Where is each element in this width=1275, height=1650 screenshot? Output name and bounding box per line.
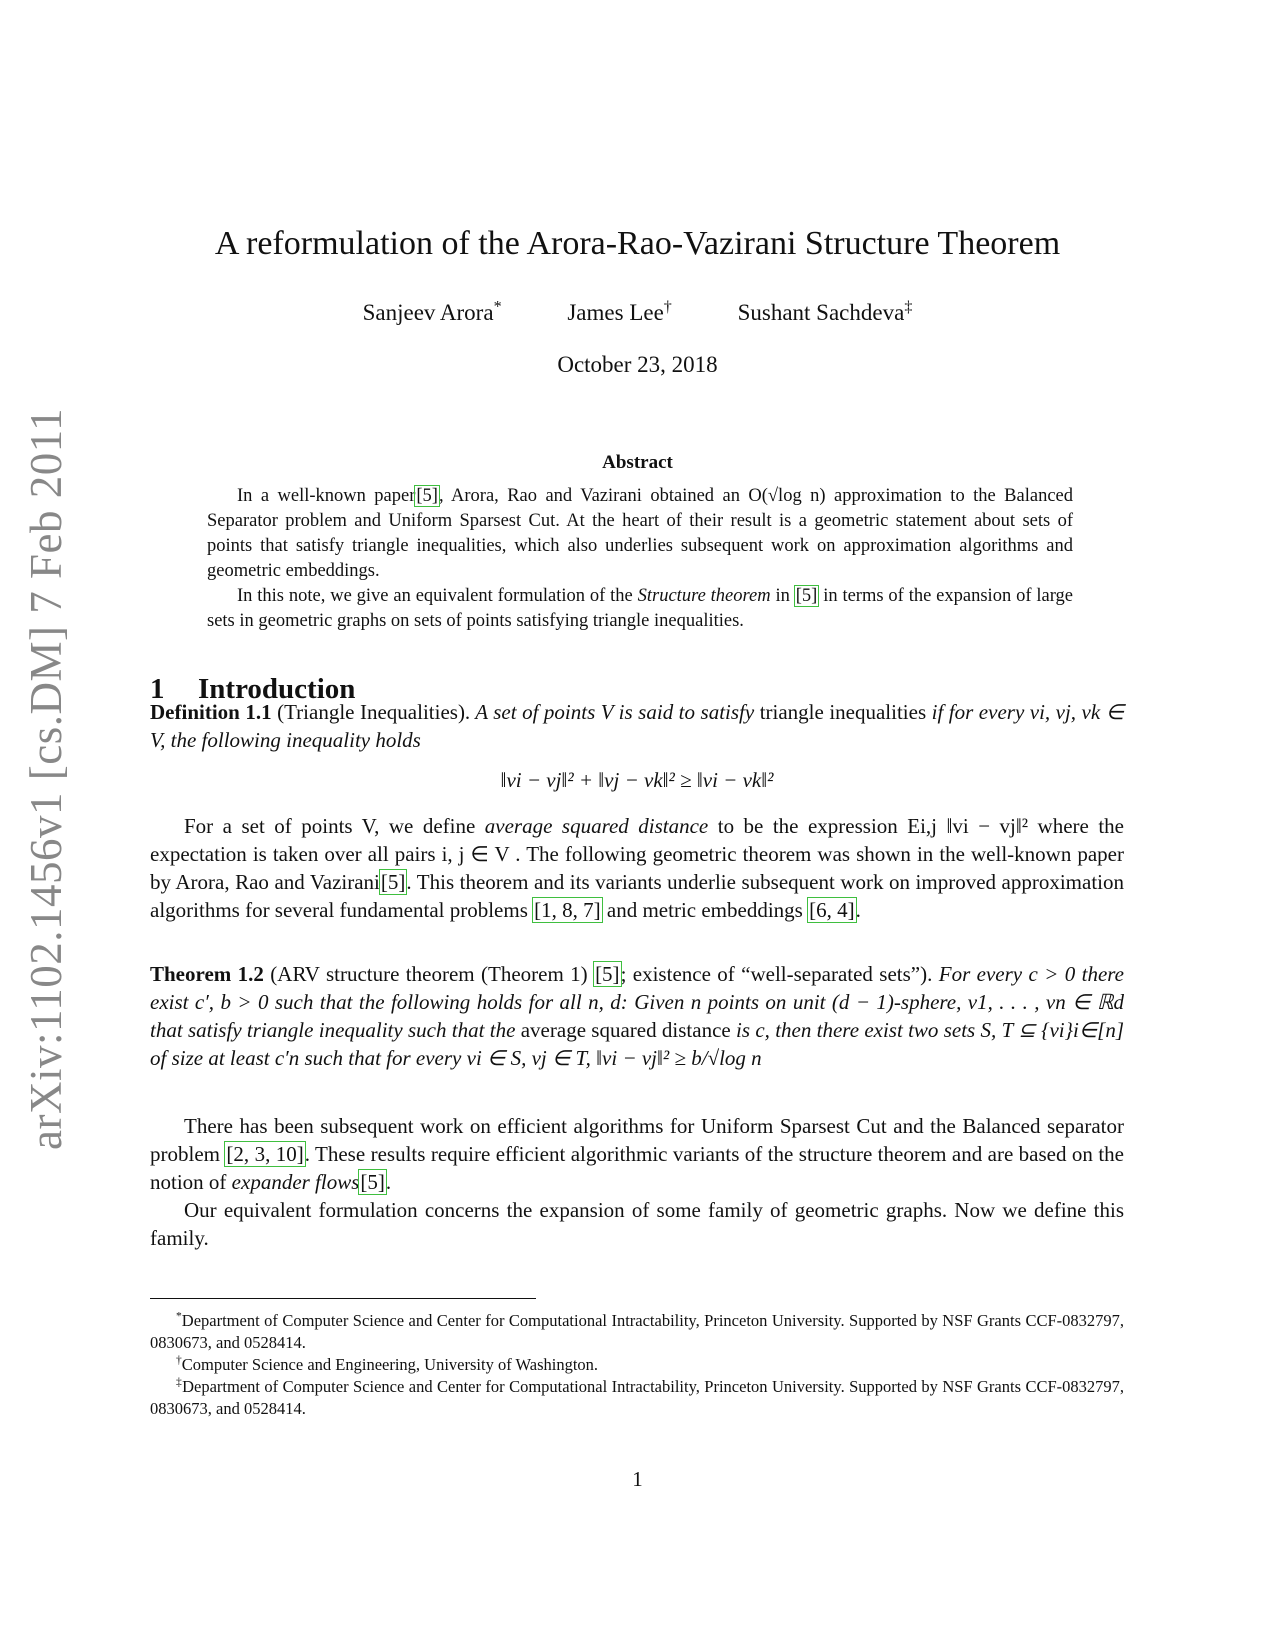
citation-link[interactable]: [5] [360, 1170, 385, 1194]
citation-link[interactable]: [6, 4] [809, 898, 855, 922]
author-arora: Sanjeev Arora* [362, 298, 502, 325]
citation-link[interactable]: [5] [595, 962, 620, 986]
citation-link[interactable]: [5] [380, 870, 406, 894]
definition-block: Definition 1.1 (Triangle Inequalities). A set of points V is said to satisfy triangle inequalities if for every vi, vj, vk ∈ V, the following inequality holds ‖vi − vj‖² + ‖vj − vk‖² ≥ ‖vi − vk‖² [150, 700, 1124, 792]
section-heading: 1 Introduction [150, 673, 356, 705]
abstract-body [207, 484, 1073, 634]
intro-paragraph-1: For a set of points V, we define average squared distance to be the expression Ei,j ‖vi − vj‖² where the expectation is taken over all pairs i, j ∈ V . The following geometric theorem was shown in the well-known paper by Arora, Rao and Vazirani[5]. This theorem and its variants underlie subsequent work on improved approximation algorithms for several fundamental problems [1, 8, 7] and metric embeddings [6, 4]. [150, 814, 1125, 922]
citation-link[interactable]: [2, 3, 10] [226, 1142, 304, 1166]
theorem-block: Theorem 1.2 (ARV structure theorem (Theorem 1) [5]; existence of “well-separated sets”). For every c > 0 there exist c′, b > 0 such that the following holds for all n, d: Given n points on unit (d − 1)-sphere, v1, . . . , vn ∈ ℝd that satisfy triangle inequality such that the average squared distance is c, then there exist two sets S, T ⊆ {vi}i∈[n] of size at least c′n such that for every vi ∈ S, vj ∈ T, ‖vi − vj‖² ≥ b/√log n [150, 962, 1125, 1070]
arxiv-stamp: arXiv:1102.1456v1 [cs.DM] 7 Feb 2011 [21, 407, 71, 1150]
abstract-paragraph-2: In this note, we give an equivalent formulation of the Structure theorem in [5] in terms of the expansion of large sets in geometric graphs on sets of points satisfying triangle inequalities. [207, 586, 1073, 631]
author-lee: James Lee† [567, 298, 672, 325]
footnote-3: ‡Department of Computer Science and Center for Computational Intractability, Princeton University. Supported by NSF Grants CCF-0832797, 0830673, and 0528414. [150, 1376, 1124, 1418]
footnote-2: †Computer Science and Engineering, University of Washington. [176, 1354, 599, 1374]
intro-paragraph-3: Our equivalent formulation concerns the expansion of some family of geometric graphs. Now we define this family. [150, 1198, 1124, 1250]
footnote-1: *Department of Computer Science and Center for Computational Intractability, Princeton University. Supported by NSF Grants CCF-0832797, 0830673, and 0528414. [150, 1310, 1124, 1352]
footnote-rule [150, 1298, 536, 1299]
abstract-heading: Abstract [602, 452, 673, 473]
author-sachdeva: Sushant Sachdeva‡ [737, 298, 913, 325]
author-list [0, 300, 1275, 326]
intro-paragraph-2: There has been subsequent work on efficient algorithms for Uniform Sparsest Cut and the Balanced separator problem [2, 3, 10]. These results require efficient algorithmic variants of the structure theorem and are based on the notion of expander flows[5]. Our equivalent formulation concerns the expansion of some family of geometric graphs. Now we define this family. [150, 1114, 1124, 1250]
citation-link[interactable]: [5] [416, 486, 438, 506]
page-number: 1 [632, 1467, 643, 1491]
abstract-paragraph-1: In a well-known paper[5], Arora, Rao and Vazirani obtained an O(√log n) approximation to the Balanced Separator problem and Uniform Sparsest Cut. At the heart of their result is a geometric statement about sets of points that satisfy triangle inequalities, which also underlies subsequent work on approximation algorithms and geometric embeddings. [207, 486, 1073, 581]
citation-link[interactable]: [5] [795, 586, 818, 606]
citation-link[interactable]: [1, 8, 7] [534, 898, 601, 922]
paper-date: October 23, 2018 [557, 352, 718, 377]
triangle-equation: ‖vi − vj‖² + ‖vj − vk‖² ≥ ‖vi − vk‖² [500, 768, 774, 792]
paper-title: A reformulation of the Arora-Rao-Vazirani Structure Theorem [214, 225, 1061, 262]
footnotes [150, 1310, 1124, 1420]
